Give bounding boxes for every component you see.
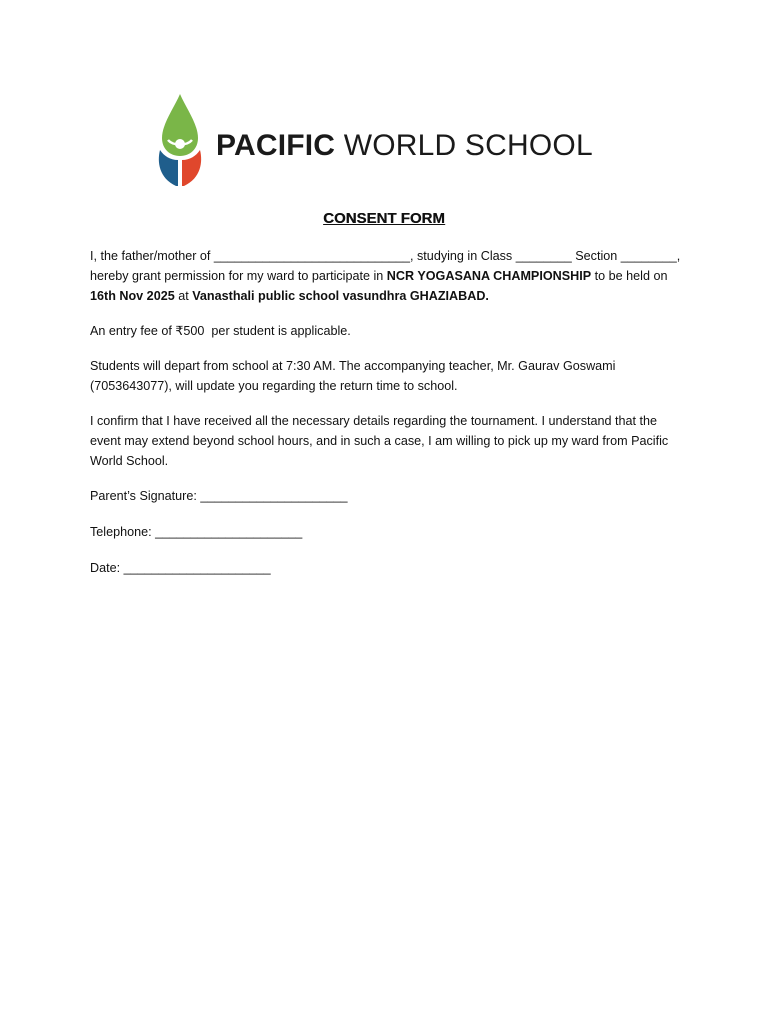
school-name: [216, 128, 593, 164]
consent-line-2-text: hereby grant permission for my ward to participate in: [90, 269, 387, 283]
telephone-field: Telephone: _____________________: [90, 525, 303, 539]
consent-line-2: [90, 266, 680, 286]
consent-line-2-end: to be held on: [591, 269, 668, 283]
water-drop-logo-icon: [156, 94, 204, 190]
consent-line-3: [90, 286, 680, 306]
confirmation-line-2: event may extend beyond school hours, and in such a case, I am willing to pick up my ward from Pacific: [90, 434, 669, 448]
form-title: CONSENT FORM: [323, 210, 445, 227]
departure-line-2: (7053643077), will update you regarding the return time to school.: [90, 379, 458, 393]
date-field: Date: _____________________: [90, 561, 271, 575]
consent-paragraph: [90, 246, 680, 306]
fee-text: An entry fee of ₹500 per student is applicable.: [90, 324, 351, 338]
event-name: NCR YOGASANA CHAMPIONSHIP: [386, 269, 592, 283]
event-date: 16th Nov 2025: [90, 289, 175, 303]
parent-signature-field: Parent’s Signature: _____________________: [90, 489, 348, 503]
form-body: [90, 246, 680, 594]
confirmation-line-3: World School.: [90, 454, 169, 468]
school-logo: [156, 94, 616, 190]
fee-paragraph: [90, 321, 680, 341]
confirmation-paragraph: [90, 411, 680, 471]
event-venue: Vanasthali public school vasundhra GHAZIABAD.: [192, 289, 489, 303]
confirmation-line-1: I confirm that I have received all the necessary details regarding the tournament. I understand that the: [90, 414, 658, 428]
departure-paragraph: [90, 356, 680, 396]
school-name-rest: WORLD SCHOOL: [343, 129, 593, 162]
departure-line-1: Students will depart from school at 7:30 AM. The accompanying teacher, Mr. Gaurav Goswami: [90, 359, 616, 373]
consent-line-1: I, the father/mother of ____________________________, studying in Class ________ Section ________,: [90, 249, 681, 263]
consent-line-3-at: at: [174, 289, 193, 303]
school-name-bold: PACIFIC: [216, 129, 336, 162]
